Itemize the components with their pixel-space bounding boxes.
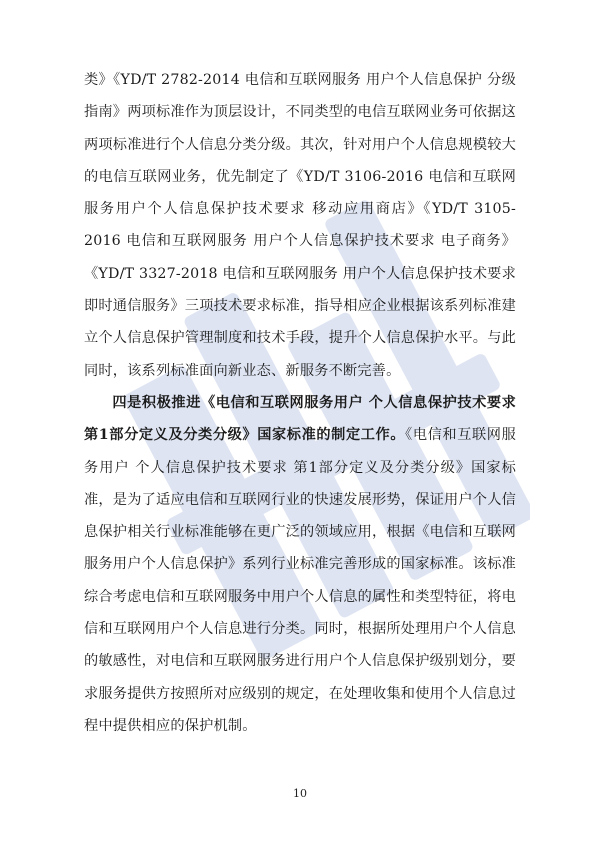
paragraph-body-text: 《电信和互联网服务用户 个人信息保护技术要求 第1部分定义及分类分级》国家标准，是为了适应电信和互联网行业的快速发展形势，保证用户个人信息保护相关行业标准能够在更广泛的领域应用，根据《电信和互联网服务用户个人信息保护》系列行业标准完善形成的国家标准。该标准综合考虑电信和互联网服务中用户个人信息的属性和类型特征，将电信和互联网用户个人信息进行分类。同时，根据所处理用户个人信息的敏感性，对电信和互联网服务进行用户个人信息保护级别划分，要求服务提供方按照所对应级别的规定，在处理收集和使用个人信息过程中提供相应的保护机制。 [84, 427, 516, 734]
paragraph-national-standard [84, 387, 516, 742]
paragraph-standards-continuation: 类》《YD/T 2782-2014 电信和互联网服务 用户个人信息保护 分级指南》两项标准作为顶层设计，不同类型的电信互联网业务可依据这两项标准进行个人信息分类分级。其次，针对用户个人信息规模较大的电信互联网业务，优先制定了《YD/T 3106-2016 电信和互联网服务用户个人信息保护技术要求 移动应用商店》《YD/T 3105-2016 电信和互联网服务 用户个人信息保护技术要求 电子商务》《YD/T 3327-2018 电信和互联网服务 用户个人信息保护技术要求 即时通信服务》三项技术要求标准，指导相应企业根据该系列标准建立个人信息保护管理制度和技术手段，提升个人信息保护水平。与此同时，该系列标准面向新业态、新服务不断完善。 [84, 72, 516, 379]
paragraph-lead-sentence: 四是积极推进《电信和互联网服务用户 个人信息保护技术要求 第1部分定义及分类分级》国家标准的制定工作。 [84, 394, 516, 444]
document-body [84, 64, 516, 742]
page-number: 10 [293, 787, 307, 800]
